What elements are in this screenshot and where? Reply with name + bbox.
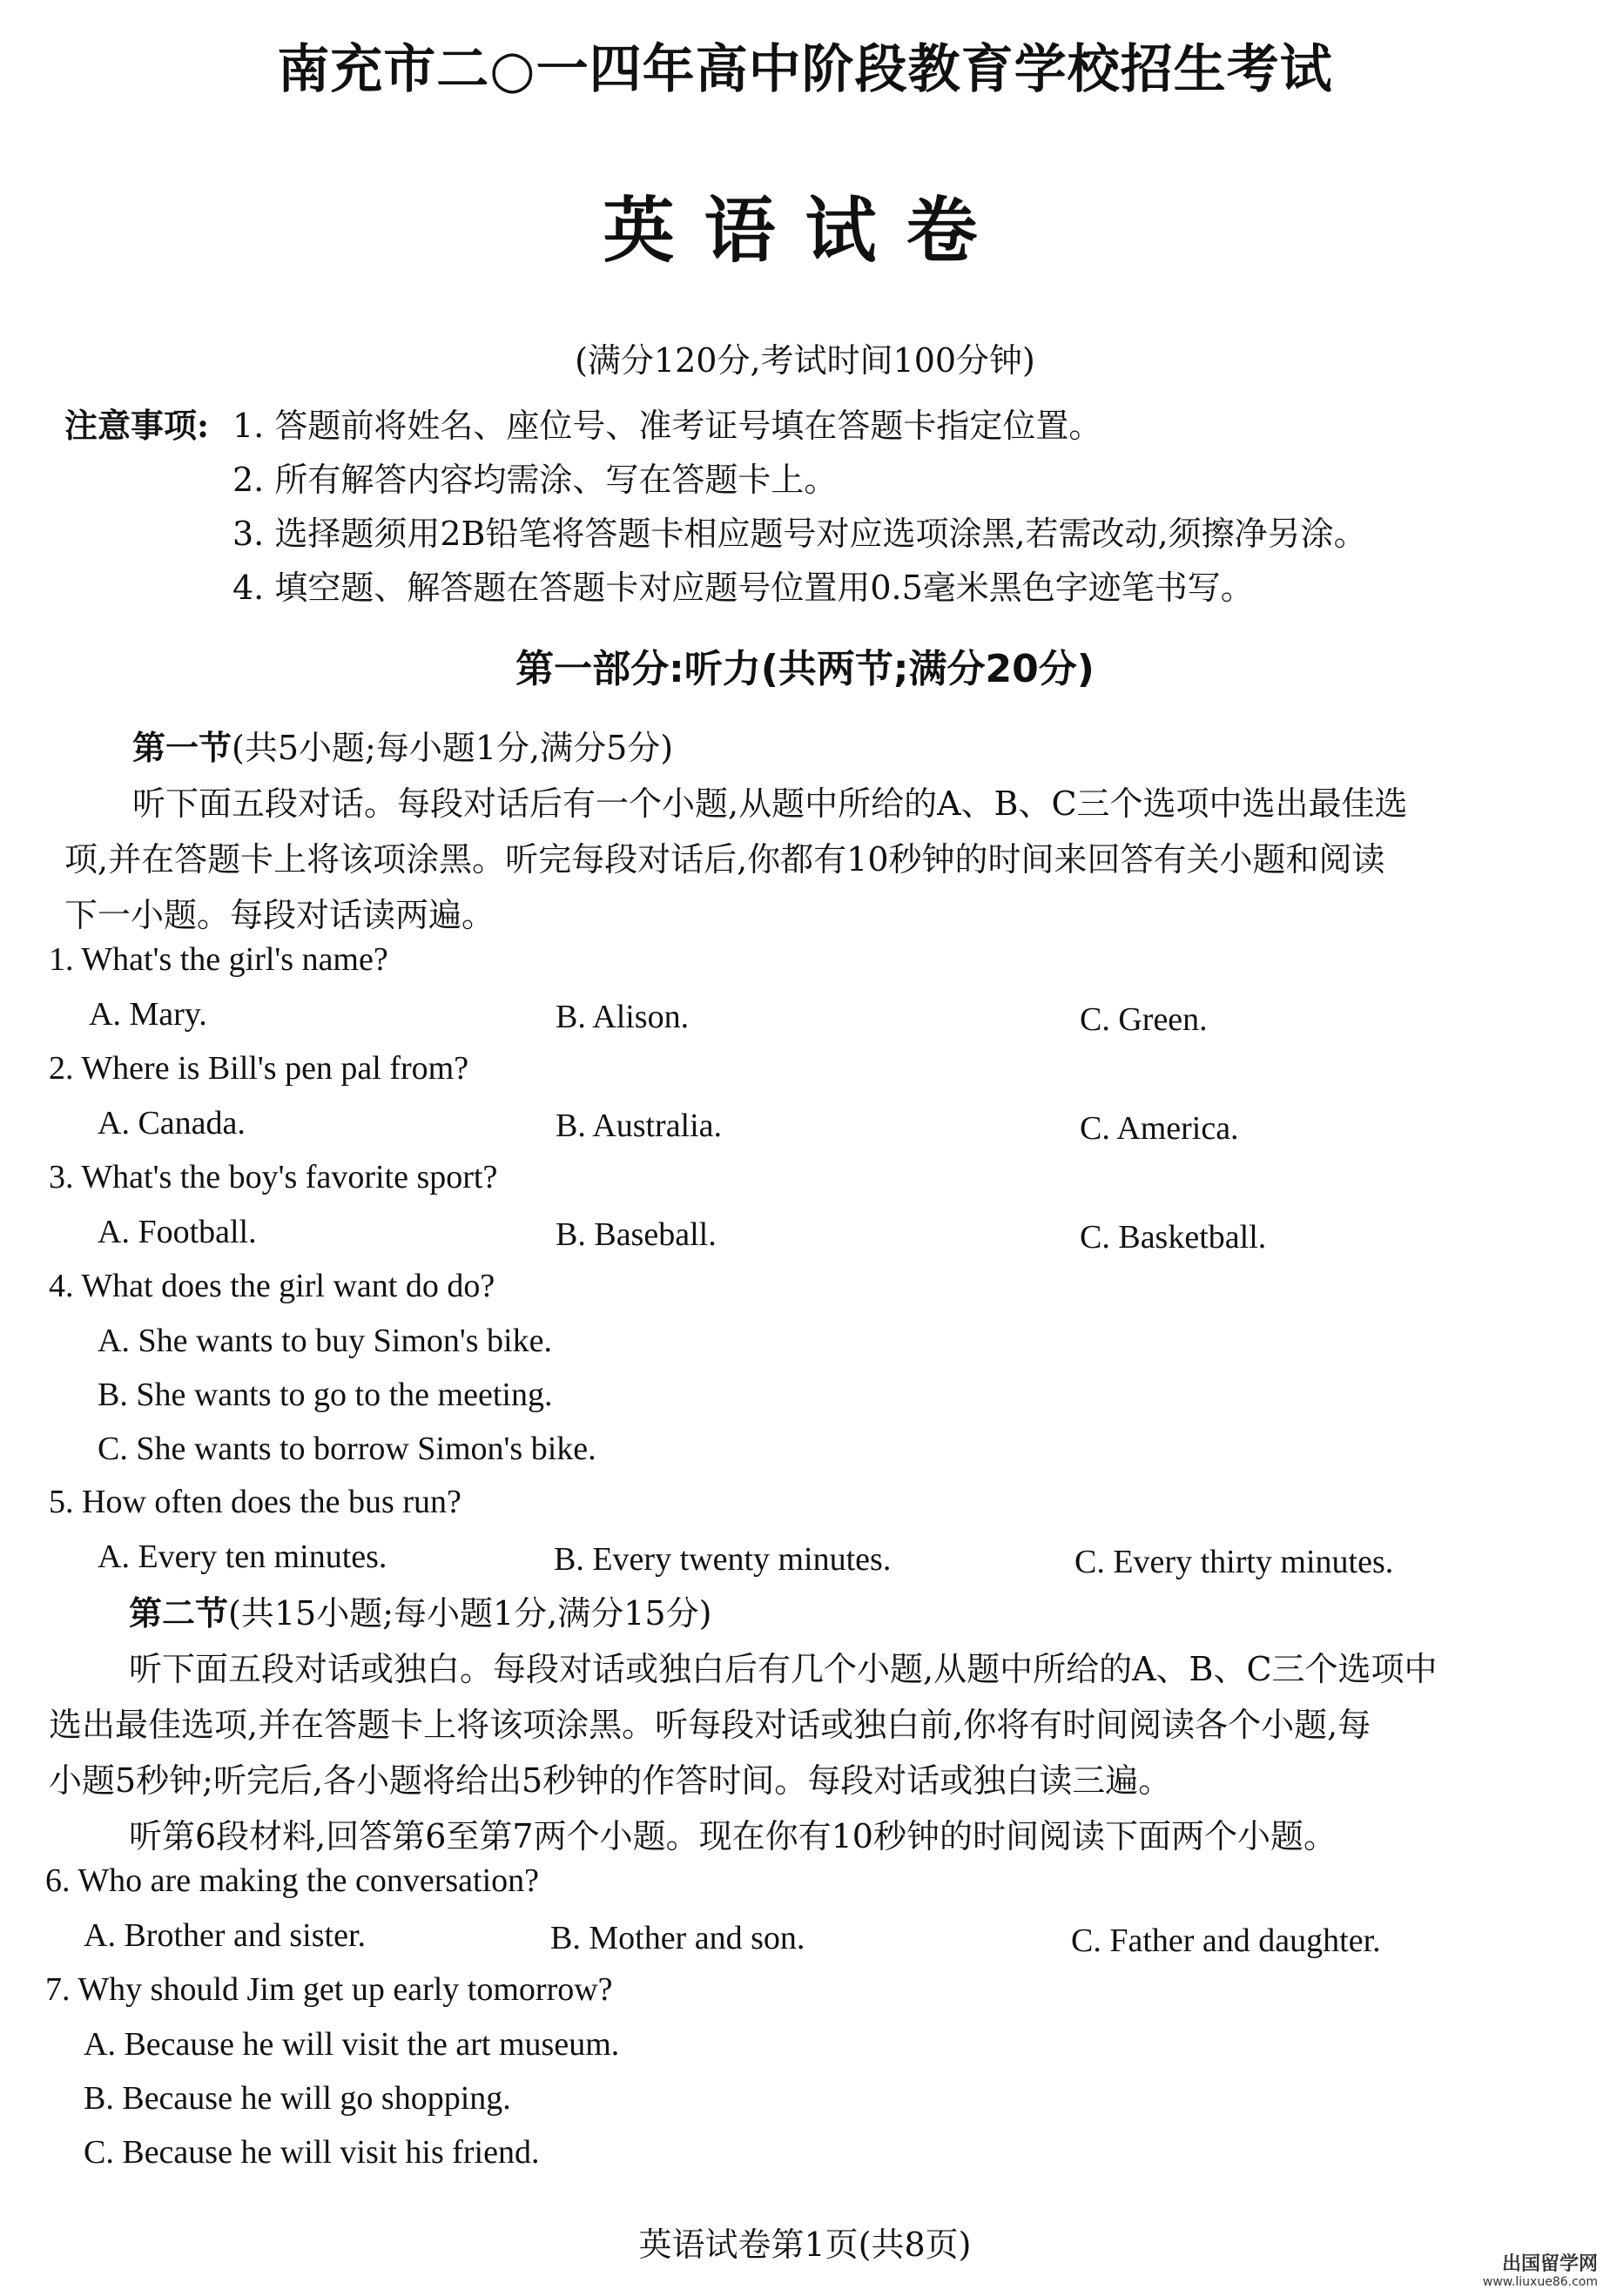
q5-option-a: A. Every ten minutes. — [98, 1539, 387, 1575]
q7-option-c: C. Because he will visit his friend. — [84, 2134, 540, 2171]
notice-item-3: 3. 选择题须用2B铅笔将答题卡相应题号对应选项涂黑,若需改动,须擦净另涂。 — [232, 515, 1367, 553]
q1-option-c: C. Green. — [1080, 1001, 1208, 1038]
q1-option-b: B. Alison. — [556, 999, 690, 1035]
notice-label: 注意事项: — [64, 406, 210, 445]
question-5: 5. How often does the bus run? — [49, 1484, 461, 1520]
section2-instruction-line: 选出最佳选项,并在答题卡上将该项涂黑。听每段对话或独白前,你将有时间阅读各个小题,每 — [49, 1706, 1371, 1744]
section2-instruction-line: 小题5秒钟;听完后,各小题将给出5秒钟的作答时间。每段对话或独白读三遍。 — [49, 1761, 1172, 1800]
q3-option-c: C. Basketball. — [1080, 1219, 1267, 1256]
q5-option-c: C. Every thirty minutes. — [1074, 1544, 1394, 1580]
q4-option-a: A. She wants to buy Simon's bike. — [98, 1323, 552, 1359]
q2-option-b: B. Australia. — [556, 1108, 723, 1144]
q1-option-a: A. Mary. — [89, 996, 207, 1033]
notice-item-1: 1. 答题前将姓名、座位号、准考证号填在答题卡指定位置。 — [232, 407, 1102, 445]
section2-heading — [129, 1586, 711, 1634]
q3-option-a: A. Football. — [98, 1214, 257, 1250]
q2-option-c: C. America. — [1080, 1110, 1239, 1147]
question-2: 2. Where is Bill's pen pal from? — [49, 1050, 469, 1087]
notice-item-2: 2. 所有解答内容均需涂、写在答题卡上。 — [232, 461, 838, 499]
exam-title: 南充市二○一四年高中阶段教育学校招生考试 — [277, 39, 1333, 100]
q4-option-c: C. She wants to borrow Simon's bike. — [98, 1431, 596, 1467]
question-1: 1. What's the girl's name? — [49, 941, 388, 978]
section1-instruction-line: 下一小题。每段对话读两遍。 — [64, 896, 495, 934]
q7-option-b: B. Because he will go shopping. — [84, 2080, 511, 2117]
page-footer: 英语试卷第1页(共8页) — [638, 2225, 972, 2264]
question-7: 7. Why should Jim get up early tomorrow? — [45, 1971, 613, 2008]
section2-instruction-line: 听第6段材料,回答第6至第7两个小题。现在你有10秒钟的时间阅读下面两个小题。 — [129, 1817, 1337, 1855]
q2-option-a: A. Canada. — [98, 1105, 246, 1141]
section2-label: 第二节 — [129, 1593, 229, 1633]
q5-option-b: B. Every twenty minutes. — [554, 1541, 892, 1578]
section2-info: (共15小题;每小题1分,满分15分) — [228, 1594, 712, 1633]
watermark-name: 出国留学网 — [1501, 2253, 1598, 2276]
question-4: 4. What does the girl want do do? — [49, 1268, 495, 1304]
section1-instruction-line: 听下面五段对话。每段对话后有一个小题,从题中所给的A、B、C三个选项中选出最佳选 — [132, 784, 1408, 823]
question-3: 3. What's the boy's favorite sport? — [49, 1159, 498, 1195]
q6-option-c: C. Father and daughter. — [1071, 1922, 1381, 1959]
watermark-url: www.liuxue86.com — [1482, 2274, 1598, 2289]
q3-option-b: B. Baseball. — [556, 1216, 717, 1253]
exam-subtitle: 英语试卷 — [603, 189, 1007, 273]
question-6: 6. Who are making the conversation? — [45, 1862, 539, 1899]
score-info: (满分120分,考试时间100分钟) — [575, 341, 1035, 380]
part1-title: 第一部分:听力(共两节;满分20分) — [515, 647, 1095, 691]
q7-option-a: A. Because he will visit the art museum. — [84, 2026, 620, 2063]
section1-heading — [132, 721, 673, 769]
section2-instruction-line: 听下面五段对话或独白。每段对话或独白后有几个小题,从题中所给的A、B、C三个选项中 — [129, 1650, 1438, 1688]
q4-option-b: B. She wants to go to the meeting. — [98, 1377, 553, 1413]
q6-option-a: A. Brother and sister. — [84, 1917, 367, 1954]
q6-option-b: B. Mother and son. — [550, 1920, 805, 1956]
section1-label: 第一节 — [132, 728, 232, 767]
section1-info: (共5小题;每小题1分,满分5分) — [232, 729, 674, 767]
notice-item-4: 4. 填空题、解答题在答题卡对应题号位置用0.5毫米黑色字迹笔书写。 — [232, 569, 1254, 607]
site-watermark — [1483, 2254, 1598, 2289]
section1-instruction-line: 项,并在答题卡上将该项涂黑。听完每段对话后,你都有10秒钟的时间来回答有关小题和阅读 — [64, 840, 1385, 879]
